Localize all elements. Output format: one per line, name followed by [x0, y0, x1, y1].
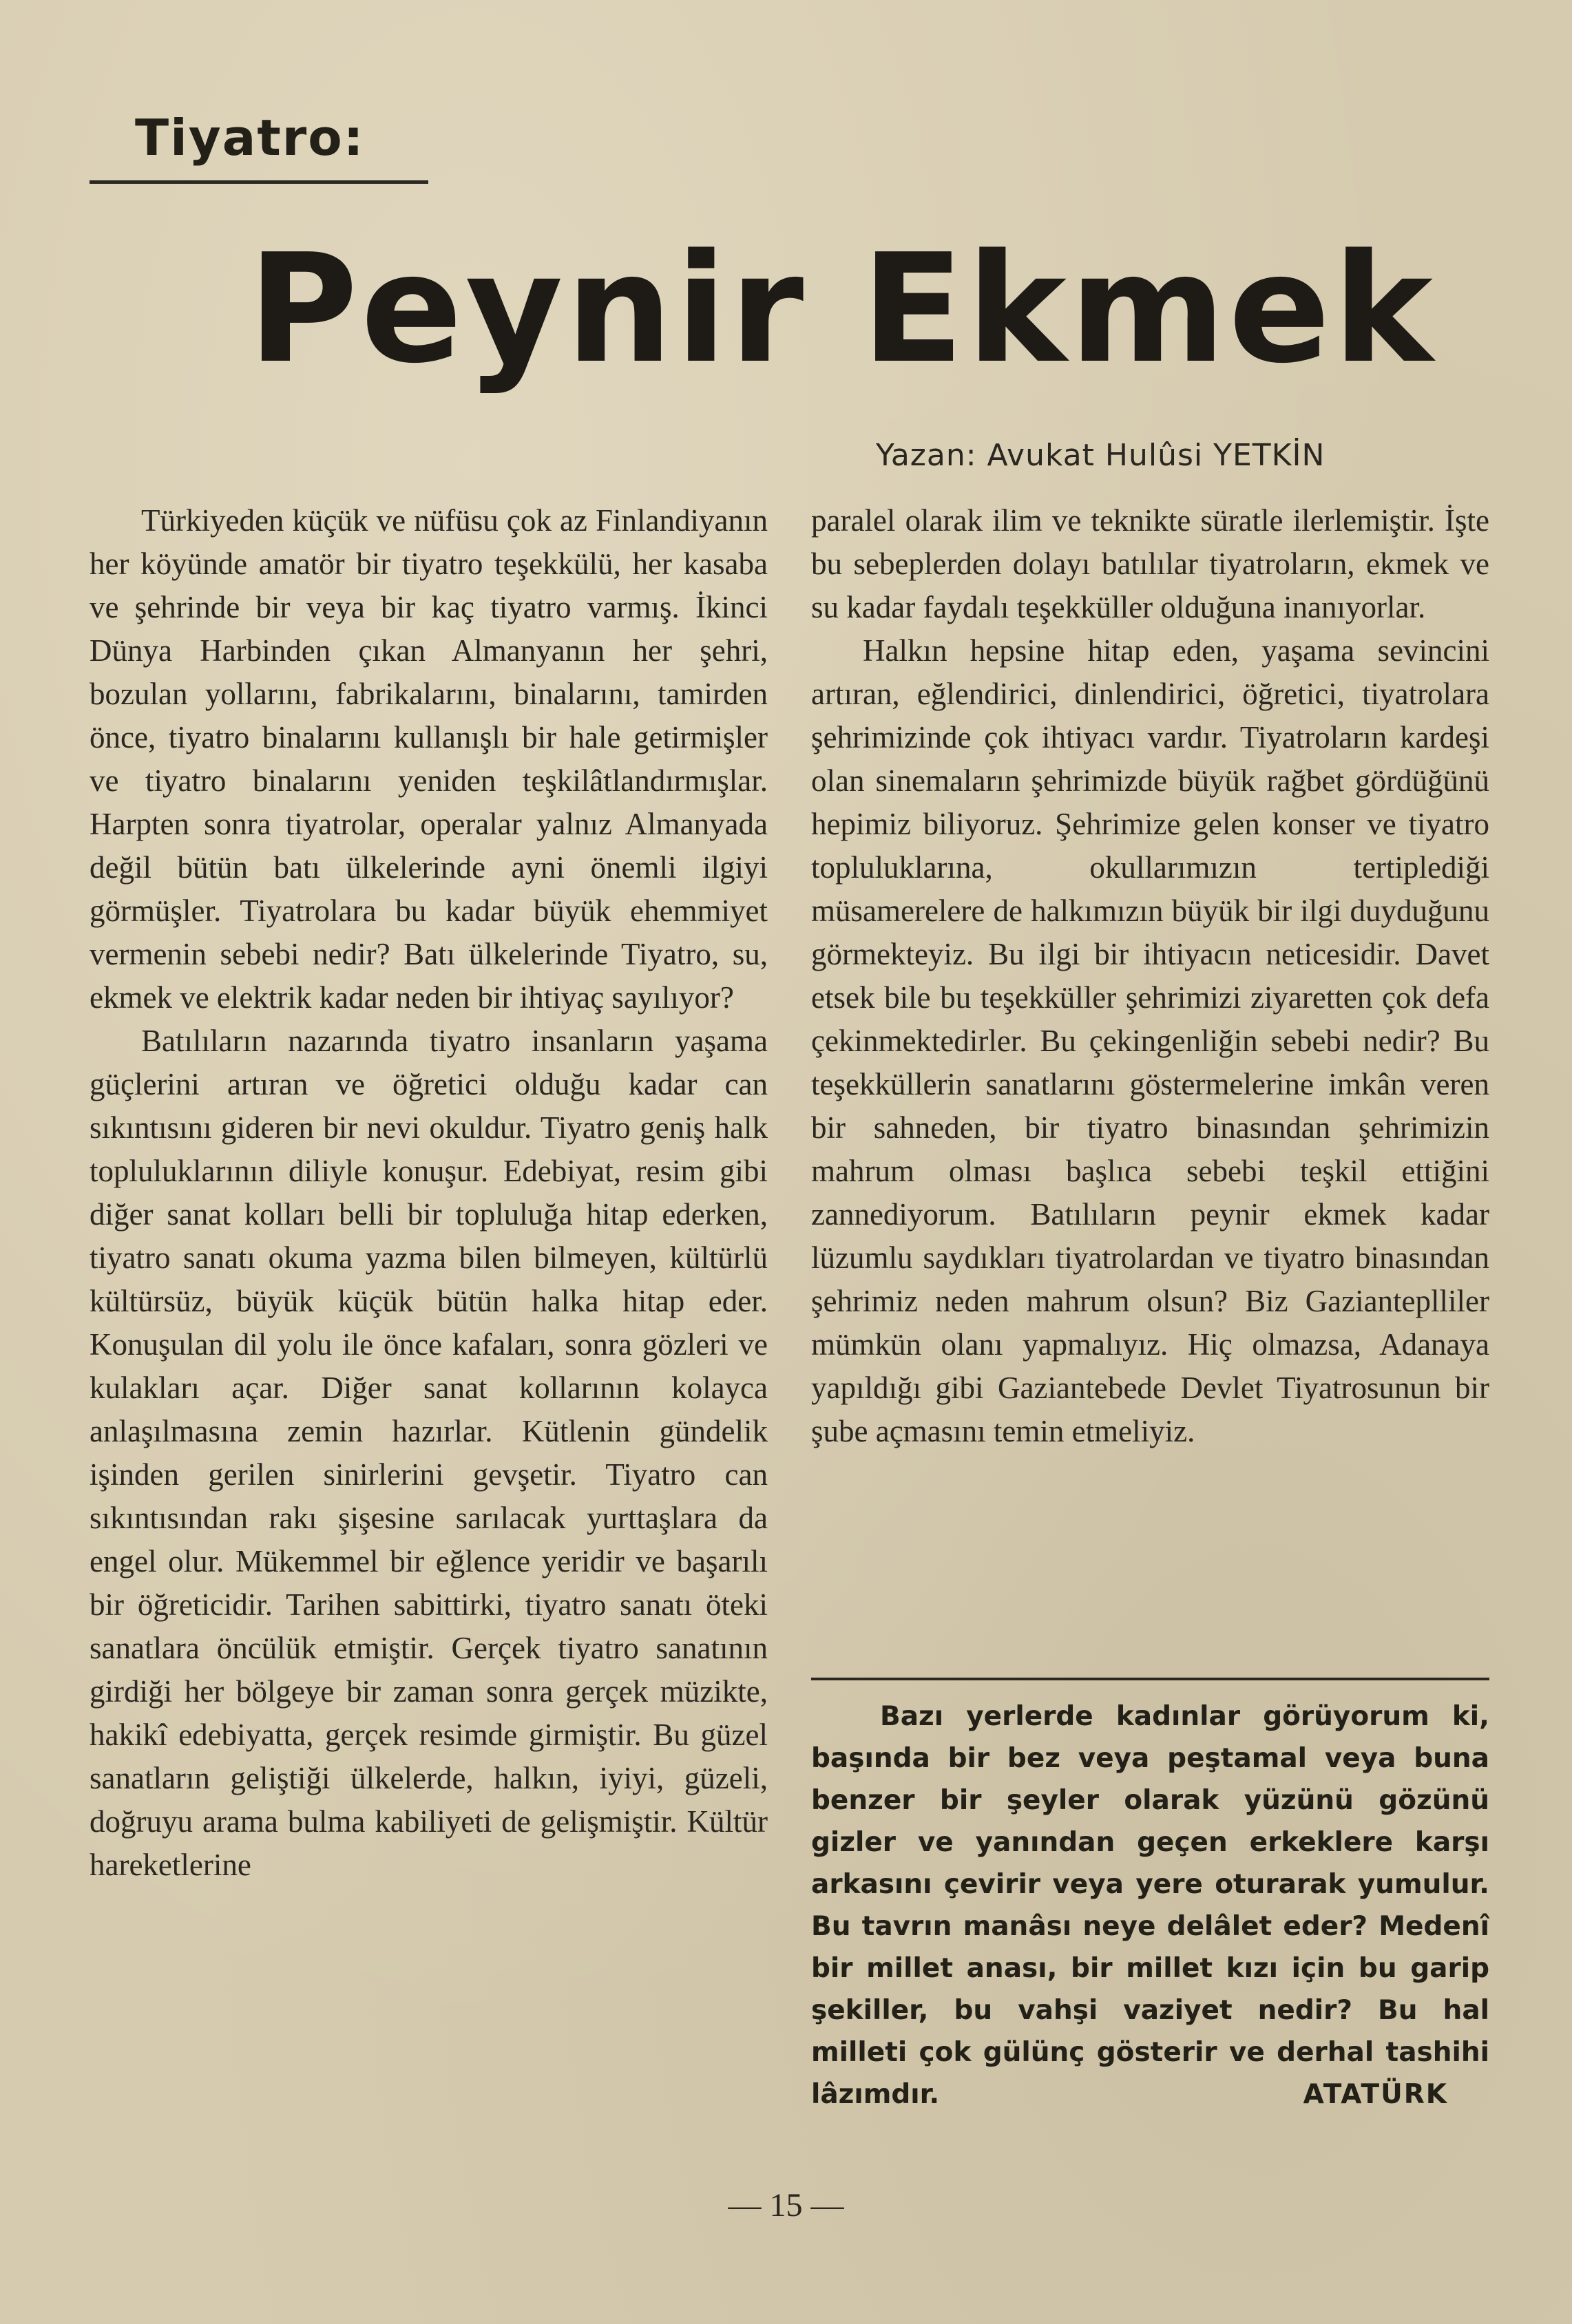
article-byline: Yazan: Avukat Hulûsi YETKİN	[876, 438, 1325, 473]
quote-divider	[811, 1678, 1489, 1680]
quote-text: Bazı yerlerde kadınlar görüyorum ki, başında bir bez veya peştamal veya buna benzer bir şeyler olarak yüzünü gözünü gizler ve yanından geçen erkeklere karşı arkasını çevirir veya yere oturarak yumulur. Bu tavrın manâsı neye delâlet eder? Medenî bir millet anası, bir millet kızı için bu garip şekiller, bu vahşi vaziyet nedir? Bu hal milleti çok gülünç gösterir ve derhal tashihi lâzımdır.	[811, 1701, 1489, 2110]
article-paragraph: paralel olarak ilim ve teknikte süratle ilerlemiştir. İşte bu sebeplerden dolayı batılılar tiyatroların, ekmek ve su kadar faydalı teşekküller olduğuna inanıyorlar.	[811, 503, 1489, 624]
section-underline	[90, 180, 428, 184]
article-paragraph: Batılıların nazarında tiyatro insanların yaşama güçlerini artıran ve öğretici olduğu kadar can sıkıntısını gideren bir nevi okuldur. Tiyatro geniş halk topluluklarının diliyle konuşur. Edebiyat, resim gibi diğer sanat kolları belli bir topluluğa hitap ederken, tiyatro sanatı okuma yazma bilen bilmeyen, kültürlü kültürsüz, büyük küçük bütün halka hitap eder. Konuşulan dil yolu ile önce kafaları, sonra gözleri ve kulakları açar. Diğer sanat kollarının kolayca anlaşılmasına zemin hazırlar. Kütlenin gündelik işinden gerilen sinirlerini gevşetir. Tiyatro can sıkıntısından rakı şişesine sarılacak yurttaşlara da engel olur. Mükemmel bir eğlence yeridir ve başarılı bir öğreticidir. Tarihen sabittirki, tiyatro sanatı öteki sanatlara öncülük etmiştir. Gerçek tiyatro sanatının girdiği her bölgeye bir zaman sonra gerçek müzikte, hakikî edebiyatta, gerçek resimde girmiştir. Bu güzel sanatların geliştiği ülkelerde, halkın, iyiyi, güzeli, doğruyu arama bulma kabiliyeti de gelişmiştir. Kültür hareketlerine	[90, 1024, 768, 1882]
article-paragraph: Halkın hepsine hitap eden, yaşama sevincini artıran, eğlendirici, dinlendirici, öğretici, tiyatrolara şehrimizinde çok ihtiyacı vardır. Tiyatroların kardeşi olan sinemaların şehrimizde büyük rağbet gördüğünü hepimiz biliyoruz. Şehrimize gelen konser ve tiyatro topluluklarına, okullarımızın tertiplediği müsamerelere de halkımızın büyük bir ilgi duyduğunu görmekteyiz. Bu ilgi bir ihtiyacın neticesidir. Davet etsek bile bu teşekküller şehrimizi ziyaretten çok defa çekinmektedirler. Bu çekingenliğin sebebi nedir? Bu teşekküllerin sanatlarını göstermelerine imkân veren bir sahneden, bir tiyatro binasından şehrimizin mahrum olması başlıca sebebi teşkil ettiğini zannediyorum. Batılıların peynir ekmek kadar lüzumlu saydıkları tiyatrolardan ve tiyatro binasından şehrimiz neden mahrum olsun? Biz Gazianteplliler mümkün olanı yapmalıyız. Hiç olmazsa, Adanaya yapıldığı gibi Gaziantebede Devlet Tiyatrosunun bir şube açmasını temin etmeliyiz.	[811, 633, 1489, 1448]
page-number: — 15 —	[728, 2187, 844, 2223]
ataturk-quote	[811, 1696, 1489, 2115]
article-right-column	[811, 499, 1489, 1453]
section-label: Tiyatro:	[135, 109, 365, 167]
article-title: Peynir Ekmek	[248, 222, 1436, 397]
article-left-column	[90, 499, 768, 1887]
quote-author: ATATÜRK	[1303, 2079, 1448, 2110]
article-paragraph: Türkiyeden küçük ve nüfüsu çok az Finlandiyanın her köyünde amatör bir tiyatro teşekkülü, her kasaba ve şehrinde bir veya bir kaç tiyatro varmış. İkinci Dünya Harbinden çıkan Almanyanın her şehri, bozulan yollarını, fabrikalarını, binalarını, tamirden önce, tiyatro binalarını kullanışlı bir hale getirmişler ve tiyatro binalarını yeniden teşkilâtlandırmışlar. Harpten sonra tiyatrolar, operalar yalnız Almanyada değil bütün batı ülkelerinde ayni önemli ilgiyi görmüşler. Tiyatrolara bu kadar büyük ehemmiyet vermenin sebebi nedir? Batı ülkelerinde Tiyatro, su, ekmek ve elektrik kadar neden bir ihtiyaç sayılıyor?	[90, 503, 768, 1015]
